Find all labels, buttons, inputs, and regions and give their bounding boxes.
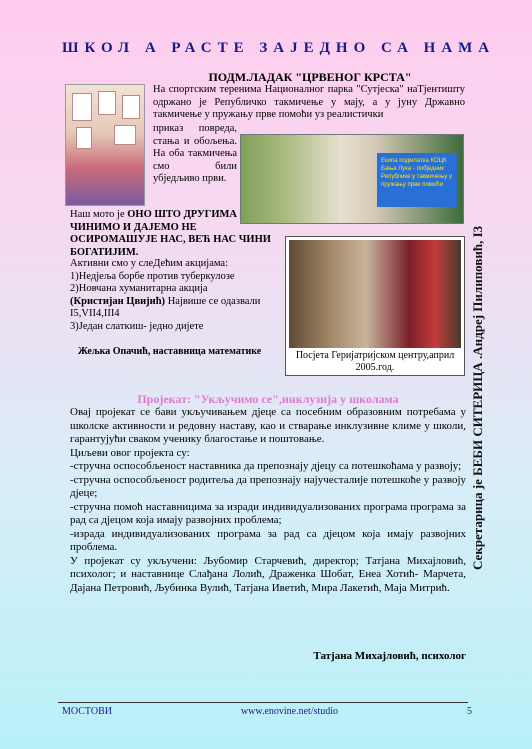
action-2-rest: Највише се одазвали I5,VII4,III4	[70, 295, 261, 319]
page-footer	[62, 706, 472, 717]
photo-caption-box: Екипа подмлатка КОЦК Бања Лука - побједник Републике у такмичењу у пружању прве помоћи	[377, 153, 457, 207]
section-title-project: Пројекат: "Укључимо се",инклузија у школама	[137, 392, 399, 406]
project-signature: Татјана Михајловић, психолог	[313, 650, 466, 662]
project-goal-3: -стручна помоћ наставницима за изради индивидуализованих програма програма за рад са дјецом која имају развојних проблема;	[70, 500, 466, 526]
project-participants: У пројекат су укључени: Љубомир Старчевић, директор; Татјана Михајловић, психолог; и наставнице Слађана Лолић, Драженка Шобат, Енеа Хотић- Марчета, Дајана Петровић, Љубинка Вулић, Татјана Иветић, Мира Лакетић, Маја Митрић.	[70, 554, 466, 594]
footer-divider	[58, 702, 468, 703]
action-2-name: (Кристијан Цвијић)	[70, 295, 166, 307]
project-body	[70, 406, 466, 595]
project-goal-4: -израда индивидуализованих програма за рад са дјецом која имају развојних проблема.	[70, 527, 466, 553]
photo-geriatric-caption: Посјета Геријатријском центру,април 2005.год.	[295, 350, 455, 373]
red-cross-intro-continued: приказ повреда, стања и обољења. На оба такмичења смо били убједљиво први.	[153, 123, 237, 184]
motto-text: ОНО ШТО ДРУГИМА ЧИНИМО И ДАЈЕМО НЕ ОСИРОМАШУЈЕ НАС, ВЕЋ НАС ЧИНИ БОГАТИЈИМ.	[70, 209, 271, 258]
photo-awards-and-gifts	[65, 84, 145, 206]
red-cross-actions	[70, 258, 278, 333]
action-3: 3)Један слаткиш- једно дијете	[70, 320, 204, 332]
section-title-red-cross: ПОДМ.ЛАДАК "ЦРВЕНОГ КРСТА"	[208, 70, 412, 84]
actions-intro: Активни смо у слеДећим акцијама:	[70, 258, 229, 269]
red-cross-intro: На спортским теренима Националног парка "Сутјеска" наТјентишту одржано је Републичко такмичење у мају, а у јуну Државно такмичење у пружању прве помоћи уз реалистички	[153, 84, 465, 120]
red-cross-signature: Жељка Опачић, наставница математике	[78, 346, 262, 357]
red-cross-motto	[70, 209, 278, 259]
motto-lead: Наш мото је	[70, 209, 125, 220]
footer-website: www.enovine.net/studio	[240, 706, 339, 717]
project-intro: Овај пројекат се бави укључивањем дјеце са посебним образовним потребама у школске активности и редовну наставу, као и стварање инклузивне климе у школи, гарантујући сваком ученику благостање и поштовање.	[70, 406, 466, 445]
footer-magazine-name: МОСТОВИ	[62, 706, 112, 717]
photo-geriatric-visit	[289, 240, 461, 348]
footer-page-number: 5	[467, 706, 472, 717]
action-2: 2)Новчана хуманитарна акција	[70, 283, 208, 294]
action-1: 1)Недјеља борбе против туберкулозе	[70, 270, 235, 282]
project-goal-1: -стручна оспособљеност наставника да препознају дјецу са потешкоћама у развоју;	[70, 460, 462, 472]
side-vertical-note: Секретарица је БЕБИ СИТЕРИЦА .Андреј Пилиповић, I3	[470, 225, 485, 570]
project-goals-intro: Циљеви овог пројекта су:	[70, 446, 190, 459]
project-goal-2: -стручна оспособљеност родитеља да препознају најучесталије потешкоће у развоју дјеце;	[70, 473, 466, 499]
photo-geriatric-visit-frame	[285, 236, 465, 376]
page-header-title: ШКОЛ А РАСТЕ ЗАЈЕДНО СА НАМА	[62, 40, 496, 56]
action-2-detail	[70, 296, 278, 321]
